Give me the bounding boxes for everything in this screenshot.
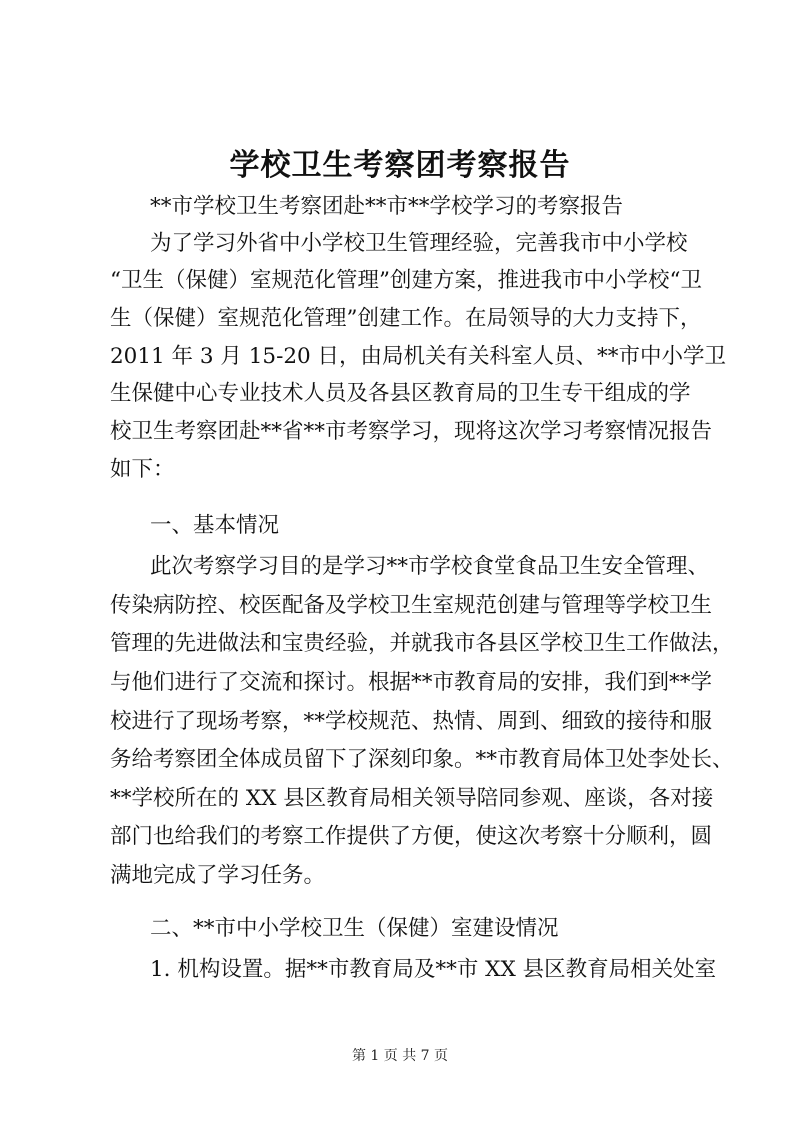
document-title: 学校卫生考察团考察报告 — [229, 148, 571, 183]
paragraph-line: 校进行了现场考察，**学校规范、热情、周到、细致的接待和服 — [110, 709, 713, 734]
section-heading: 一、基本情况 — [150, 513, 280, 538]
paragraph-line: 务给考察团全体成员留下了深刻印象。**市教育局体卫处李处长、 — [110, 747, 734, 772]
section-heading: 二、**市中小学校卫生（保健）室建设情况 — [150, 916, 559, 941]
paragraph-line: 与他们进行了交流和探讨。根据**市教育局的安排，我们到**学 — [110, 670, 713, 695]
paragraph-line: 2011 年 3 月 15-20 日，由局机关有关科室人员、**市中小学卫 — [110, 344, 727, 369]
paragraph-line: 满地完成了学习任务。 — [110, 863, 326, 888]
paragraph-line: **学校所在的 XX 县区教育局相关领导陪同参观、座谈，各对接 — [110, 786, 714, 811]
paragraph-line: 1. 机构设置。据**市教育局及**市 XX 县区教育局相关处室 — [150, 957, 717, 982]
paragraph-line: 为了学习外省中小学校卫生管理经验，完善我市中小学校 — [150, 231, 688, 256]
paragraph-line: 生（保健）室规范化管理”创建工作。在局领导的大力支持下， — [110, 306, 702, 331]
paragraph-line: 此次考察学习目的是学习**市学校食堂食品卫生安全管理、 — [150, 554, 710, 579]
page-number: 第 1 页 共 7 页 — [351, 1048, 449, 1064]
paragraph-line: 校卫生考察团赴**省**市考察学习，现将这次学习考察情况报告 — [110, 419, 713, 444]
paragraph-line: 管理的先进做法和宝贵经验，并就我市各县区学校卫生工作做法， — [110, 631, 734, 656]
paragraph-line: 传染病防控、校医配备及学校卫生室规范创建与管理等学校卫生 — [110, 593, 713, 618]
paragraph-line: “卫生（保健）室规范化管理”创建方案，推进我市中小学校“卫 — [110, 268, 702, 293]
paragraph-line: 生保健中心专业技术人员及各县区教育局的卫生专干组成的学 — [110, 381, 691, 406]
paragraph-line: 部门也给我们的考察工作提供了方便，使这次考察十分顺利，圆 — [110, 824, 713, 849]
paragraph-line: 如下： — [110, 457, 175, 482]
subtitle-line: **市学校卫生考察团赴**市**学校学习的考察报告 — [150, 194, 624, 219]
